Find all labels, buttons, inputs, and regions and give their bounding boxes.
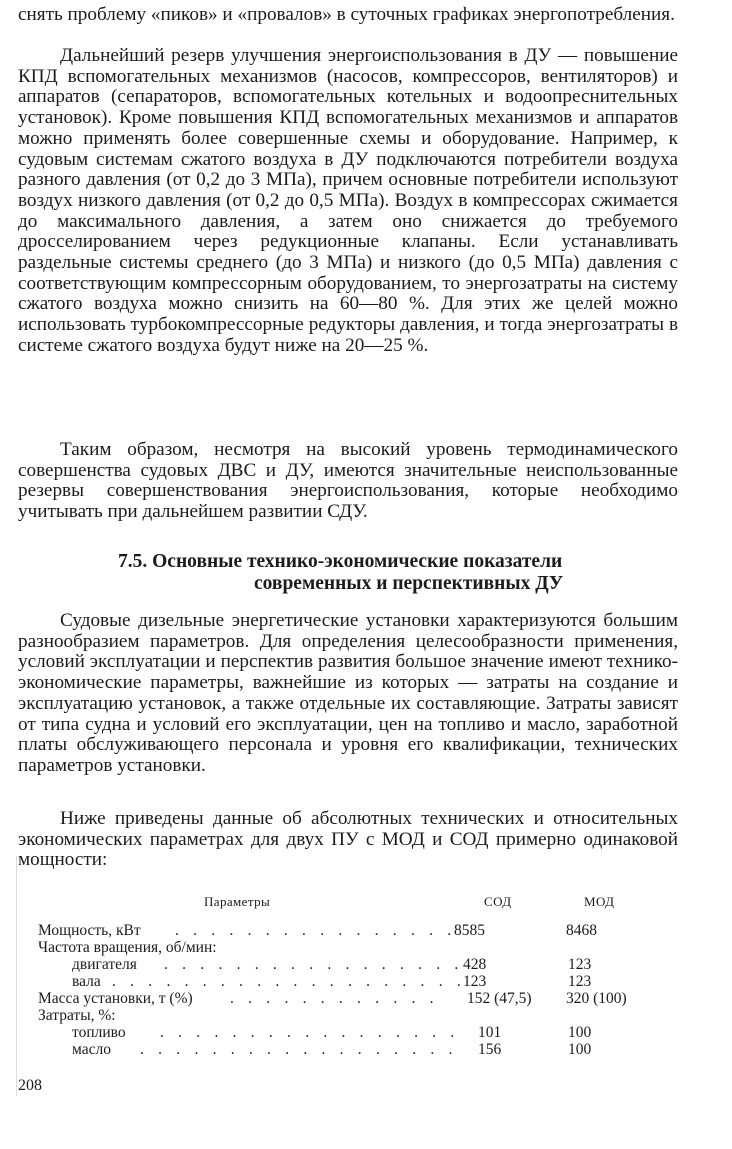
value-sod: 123 (463, 973, 487, 990)
table-row (0, 974, 732, 991)
section-heading-line-1: 7.5. Основные технико-экономические показатели (118, 551, 563, 572)
row-label: масло (72, 1041, 111, 1058)
value-sod: 152 (47,5) (467, 990, 532, 1007)
leader-dots: . . . . . . . . . . . . . . . . . (160, 1024, 460, 1041)
table-header-sod: СОД (484, 894, 512, 909)
value-sod: 8585 (454, 922, 485, 939)
paragraph-continuation (18, 5, 678, 26)
leader-dots: . . . . . . . . . . . . . . . . . . (140, 1041, 458, 1058)
value-mod: 123 (568, 973, 592, 990)
paragraph-4-text: Судовые дизельные энергетические установки характеризуются большим разнообразием параметров. Для определения целесообразности применения, условий эксплуатации и перспектив развития большое значение имеют технико-экономические параметры, важнейшие из которых — затраты на создание и эксплуатацию установок, а также отдельные их составляющие. Затраты зависят от типа судна и условий его эксплуатации, цен на топливо и масло, заработной платы обслуживающего персонала и уровня его квалификации, технических параметров установки. (18, 610, 678, 776)
value-mod: 320 (100) (566, 990, 627, 1007)
leader-dots: . . . . . . . . . . . . . . . . . (164, 956, 464, 973)
scan-edge-line (16, 856, 17, 1096)
table-header-mod: МОД (584, 894, 615, 909)
paragraph-1-text: снять проблему «пиков» и «провалов» в суточных графиках энергопотребления. (18, 4, 675, 25)
table-row (0, 1042, 732, 1059)
row-label: топливо (72, 1024, 126, 1041)
value-sod: 156 (478, 1041, 502, 1058)
row-label: Мощность, кВт (38, 922, 141, 939)
leader-dots: . . . . . . . . . . . . . . . . . . . . (112, 973, 466, 990)
value-mod: 8468 (566, 922, 597, 939)
paragraph-energy-reserve (18, 46, 678, 357)
table-header-params: Параметры (204, 894, 271, 909)
paragraph-diesel-plants (18, 611, 678, 777)
paragraph-2-text: Дальнейший резерв улучшения энергоиспользования в ДУ — повышение КПД вспомогательных механизмов (насосов, компрессоров, вентиляторов) и аппаратов (сепараторов, вспомогательных котельных и водоопреснительных установок). Кроме повышения КПД вспомогательных механизмов и аппаратов можно применять более совершенные схемы и оборудование. Например, к судовым системам сжатого воздуха в ДУ подключаются потребители воздуха разного давления (от 0,2 до 3 МПа), причем основные потребители используют воздух низкого давления (от 0,2 до 0,5 МПа). Воздух в компрессорах сжимается до максимального давления, а затем оно снижается до требуемого дросселированием через редукционные клапаны. Если устанавливать раздельные системы среднего (до 3 МПа) и низкого (до 0,5 МПа) давления с соответствующим компрессорным оборудованием, то энергозатраты на систему сжатого воздуха можно снизить на 60—80 %. Для этих же целей можно использовать турбокомпрессорные редукторы давления, и тогда энергозатраты в системе сжатого воздуха будут ниже на 20—25 %. (18, 45, 678, 356)
table-row (0, 957, 732, 974)
value-mod: 100 (568, 1024, 592, 1041)
row-label: вала (72, 973, 101, 990)
value-sod: 428 (463, 956, 487, 973)
paragraph-5-text: Ниже приведены данные об абсолютных технических и относительных экономических параметрах для двух ПУ с МОД и СОД примерно одинаковой мощности: (18, 808, 678, 871)
table-row (0, 940, 732, 957)
value-mod: 123 (568, 956, 592, 973)
parameters-table (0, 892, 732, 1072)
table-row (0, 991, 732, 1008)
page-number: 208 (18, 1077, 42, 1094)
value-sod: 101 (478, 1024, 502, 1041)
table-row (0, 1025, 732, 1042)
row-label: Масса установки, т (%) (38, 990, 193, 1007)
row-label: Затраты, %: (38, 1007, 116, 1024)
table-row (0, 1008, 732, 1025)
value-mod: 100 (568, 1041, 592, 1058)
row-label: Частота вращения, об/мин: (38, 939, 217, 956)
row-label: двигателя (72, 956, 137, 973)
table-row (0, 923, 732, 940)
paragraph-table-intro (18, 809, 678, 871)
section-heading-line-2: современных и перспективных ДУ (254, 573, 564, 594)
paragraph-conclusion (18, 440, 678, 523)
paragraph-3-text: Таким образом, несмотря на высокий уровень термодинамического совершенства судовых ДВС и ДУ, имеются значительные неиспользованные резервы совершенствования энергоиспользования, которые необходимо учитывать при дальнейшем развитии СДУ. (18, 439, 678, 523)
leader-dots: . . . . . . . . . . . . . . . . (175, 922, 457, 939)
leader-dots: . . . . . . . . . . . . (230, 990, 439, 1007)
